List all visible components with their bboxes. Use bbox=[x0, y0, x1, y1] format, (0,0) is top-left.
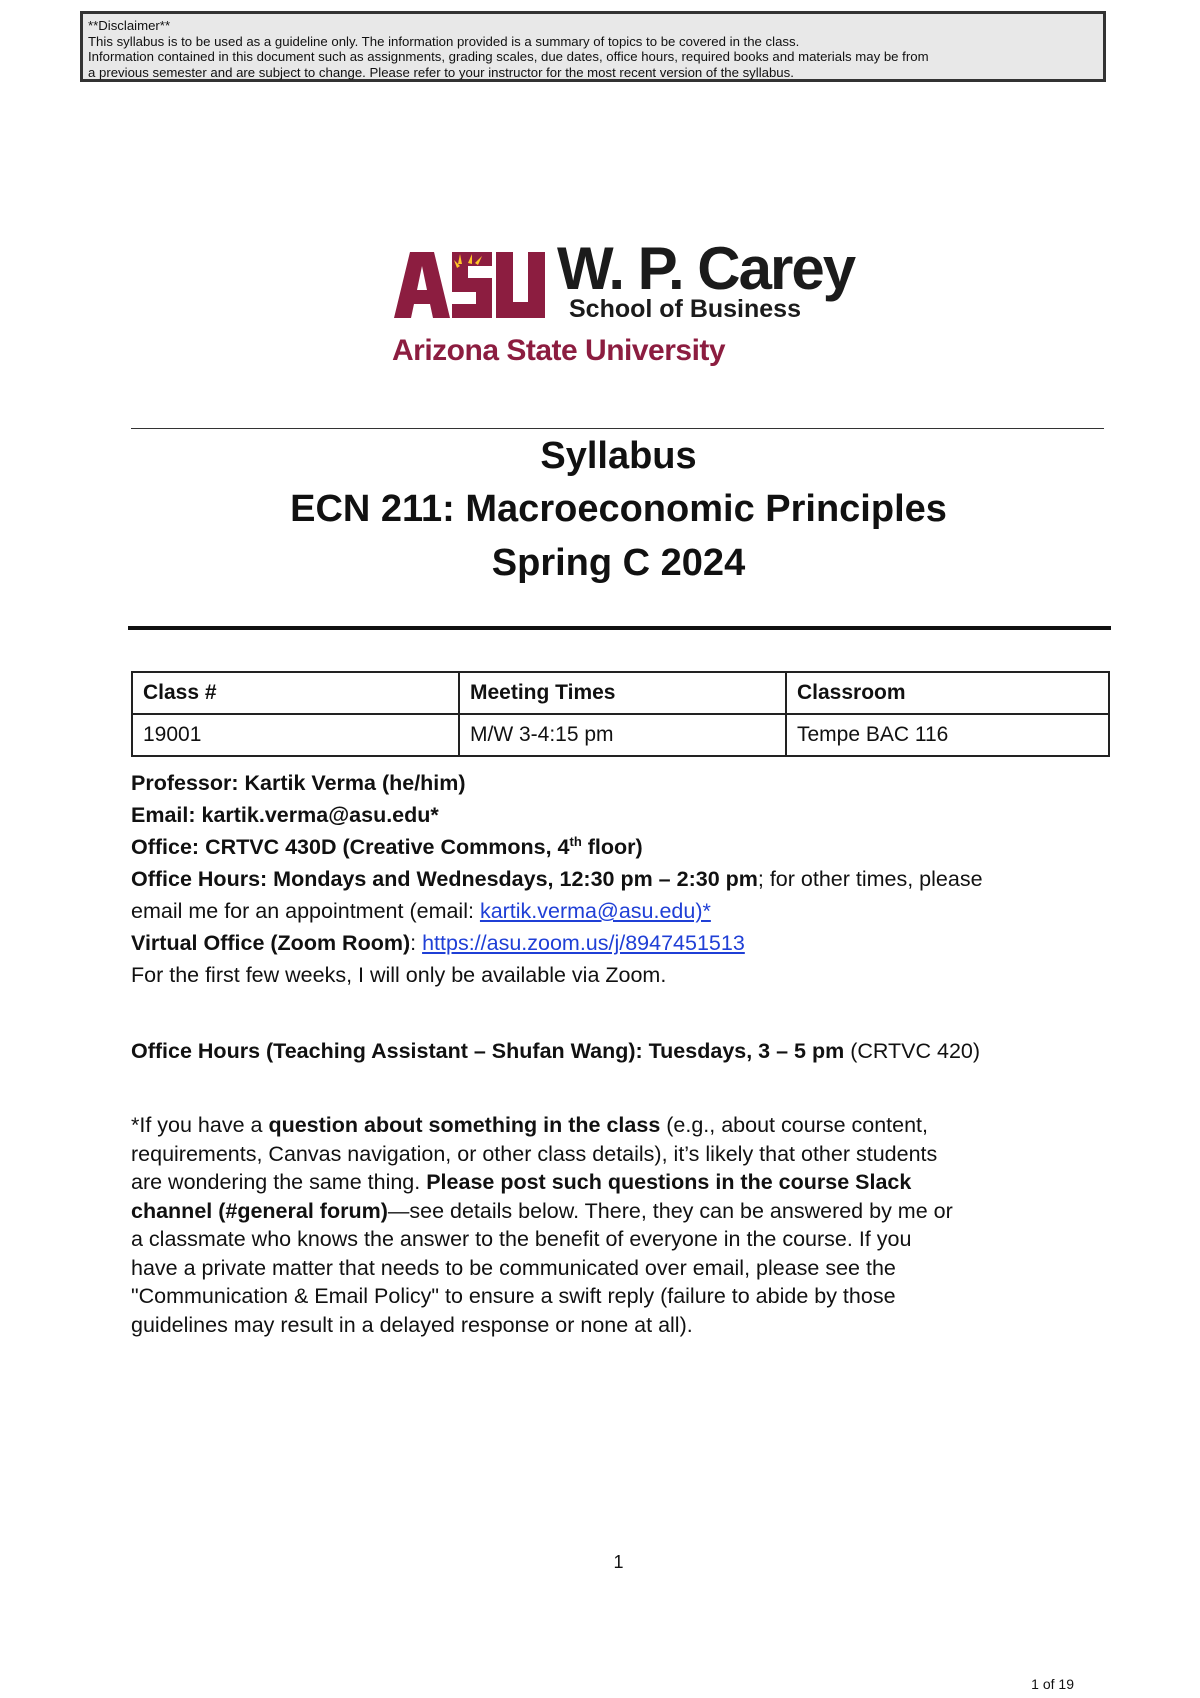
table-header-cell: Class # bbox=[132, 672, 459, 714]
note-line: have a private matter that needs to be communicated over email, please see the bbox=[131, 1255, 896, 1280]
ta-line bbox=[131, 1035, 1111, 1067]
note-line bbox=[131, 1111, 1111, 1140]
note-bold: question about something in the class bbox=[268, 1113, 661, 1137]
ta-room: (CRTVC 420) bbox=[844, 1039, 981, 1063]
note-line: "Communication & Email Policy" to ensure a swift reply (failure to abide by those bbox=[131, 1284, 896, 1308]
note-line bbox=[131, 1197, 1111, 1226]
zoom-colon: : bbox=[410, 931, 423, 955]
note-text: are wondering the same thing. bbox=[131, 1170, 427, 1194]
term-title: Spring C 2024 bbox=[491, 542, 746, 584]
table-cell: M/W 3-4:15 pm bbox=[459, 714, 786, 756]
asu-logo-mark bbox=[392, 248, 547, 320]
table-header-cell: Meeting Times bbox=[459, 672, 786, 714]
class-info-table bbox=[131, 671, 1110, 757]
disclaimer-line: This syllabus is to be used as a guideline only. The information provided is a summary of topics to be covered in the class. bbox=[88, 33, 800, 49]
table-cell: 19001 bbox=[132, 714, 459, 756]
school-subtitle: School of Business bbox=[569, 295, 801, 323]
zoom-line bbox=[131, 927, 1111, 959]
appointment-text: email me for an appointment (email: bbox=[131, 899, 480, 923]
note-text: *If you have a bbox=[131, 1113, 269, 1137]
note-text: (e.g., about course content, bbox=[660, 1113, 929, 1137]
zoom-link[interactable]: https://asu.zoom.us/j/8947451513 bbox=[422, 931, 745, 955]
school-name: W. P. Carey bbox=[557, 235, 855, 302]
contact-section bbox=[131, 767, 1111, 991]
table-header-cell: Classroom bbox=[786, 672, 1109, 714]
table-header-row bbox=[132, 672, 1109, 714]
zoom-label: Virtual Office (Zoom Room) bbox=[131, 931, 411, 955]
office-sup: th bbox=[569, 833, 582, 849]
disclaimer-box bbox=[80, 11, 1106, 82]
note-line bbox=[131, 1168, 1111, 1197]
office-text: Office: CRTVC 430D (Creative Commons, 4 bbox=[131, 835, 570, 859]
table-row bbox=[132, 714, 1109, 756]
professor-line: Professor: Kartik Verma (he/him) bbox=[131, 771, 466, 795]
note-text: —see details below. There, they can be answered by me or bbox=[387, 1198, 953, 1223]
appointment-line bbox=[131, 895, 1111, 927]
note-bold: channel (#general forum) bbox=[131, 1198, 388, 1223]
divider-thick bbox=[128, 626, 1111, 630]
office-line bbox=[131, 831, 1111, 863]
office-hours-line bbox=[131, 863, 1111, 895]
ta-bold: Office Hours (Teaching Assistant – Shufan Wang): Tuesdays, 3 – 5 pm bbox=[131, 1039, 845, 1063]
table-cell: Tempe BAC 116 bbox=[786, 714, 1109, 756]
note-line: a classmate who knows the answer to the benefit of everyone in the course. If you bbox=[131, 1227, 912, 1251]
email-line: Email: kartik.verma@asu.edu* bbox=[131, 803, 439, 827]
ta-section bbox=[131, 1035, 1111, 1067]
disclaimer-line: **Disclaimer** bbox=[88, 18, 171, 33]
note-line: requirements, Canvas navigation, or other class details), it’s likely that other students bbox=[131, 1141, 938, 1166]
office-tail: floor) bbox=[581, 835, 643, 859]
university-name: Arizona State University bbox=[392, 334, 726, 367]
asu-wp-carey-logo bbox=[392, 235, 855, 379]
office-hours-bold: Office Hours: Mondays and Wednesdays, 12:30 pm – 2:30 pm bbox=[131, 867, 758, 891]
divider-thin bbox=[131, 428, 1104, 429]
disclaimer-line: Information contained in this document such as assignments, grading scales, due dates, office hours, required books and materials may be from bbox=[88, 49, 929, 64]
disclaimer-line: a previous semester and are subject to change. Please refer to your instructor for the most recent version of the syllabus. bbox=[88, 64, 794, 80]
email-link[interactable]: kartik.verma@asu.edu)* bbox=[479, 899, 711, 923]
page-number: 1 bbox=[613, 1552, 624, 1572]
document-title: Syllabus bbox=[540, 435, 697, 477]
first-weeks-note: For the first few weeks, I will only be available via Zoom. bbox=[131, 963, 667, 987]
office-hours-rest: ; for other times, please bbox=[757, 867, 983, 891]
note-line: guidelines may result in a delayed response or none at all). bbox=[131, 1312, 693, 1337]
note-bold: Please post such questions in the course Slack bbox=[426, 1170, 912, 1194]
course-title: ECN 211: Macroeconomic Principles bbox=[290, 488, 947, 530]
questions-note bbox=[131, 1111, 1111, 1339]
page-counter: 1 of 19 bbox=[1031, 1676, 1074, 1692]
